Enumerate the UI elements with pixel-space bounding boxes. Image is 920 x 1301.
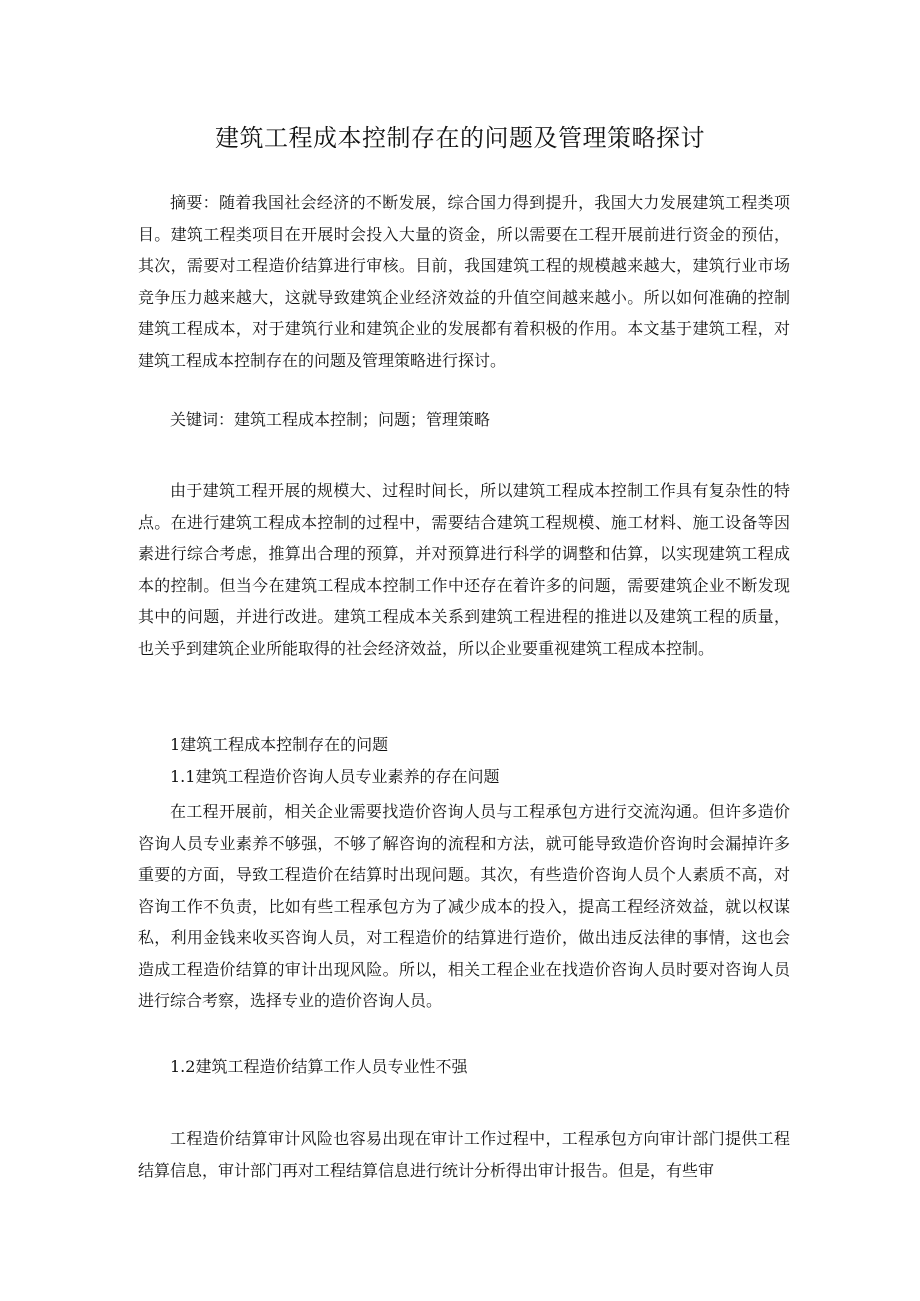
keywords-line: 关键词：建筑工程成本控制；问题；管理策略	[170, 410, 491, 429]
section-1-1-paragraph: 在工程开展前，相关企业需要找造价咨询人员与工程承包方进行交流沟通。但许多造价咨询人员专业素养不够强，不够了解咨询的流程和方法，就可能导致造价咨询时会漏掉许多重要的方面，导致工程造价在结算时出现问题。其次，有些造价咨询人员个人素质不高，对咨询工作不负责，比如有些工程承包方为了减少成本的投入，提高工程经济效益，就以权谋私，利用金钱来收买咨询人员，对工程造价的结算进行造价，做出违反法律的事情，这也会造成工程造价结算的审计出现风险。所以，相关工程企业在找造价咨询人员时要对咨询人员进行综合考察，选择专业的造价咨询人员。	[138, 802, 790, 1010]
intro-paragraph: 由于建筑工程开展的规模大、过程时间长，所以建筑工程成本控制工作具有复杂性的特点。在进行建筑工程成本控制的过程中，需要结合建筑工程规模、施工材料、施工设备等因素进行综合考虑，推算出合理的预算，并对预算进行科学的调整和估算，以实现建筑工程成本的控制。但当今在建筑工程成本控制工作中还存在着许多的问题，需要建筑企业不断发现其中的问题，并进行改进。建筑工程成本关系到建筑工程进程的推进以及建筑工程的质量，也关乎到建筑企业所能取得的社会经济效益，所以企业要重视建筑工程成本控制。	[138, 481, 790, 658]
document-title: 建筑工程成本控制存在的问题及管理策略探讨	[215, 124, 705, 152]
section-1-2-heading: 1.2建筑工程造价结算工作人员专业性不强	[170, 1057, 468, 1076]
section-1-heading: 1建筑工程成本控制存在的问题	[170, 735, 389, 754]
abstract-paragraph: 摘要：随着我国社会经济的不断发展，综合国力得到提升，我国大力发展建筑工程类项目。建筑工程类项目在开展时会投入大量的资金，所以需要在工程开展前进行资金的预估，其次，需要对工程造价结算进行审核。目前，我国建筑工程的规模越来越大，建筑行业市场竞争压力越来越大，这就导致建筑企业经济效益的升值空间越来越小。所以如何准确的控制建筑工程成本，对于建筑行业和建筑企业的发展都有着积极的作用。本文基于建筑工程，对建筑工程成本控制存在的问题及管理策略进行探讨。	[138, 193, 790, 370]
section-1-1-heading: 1.1建筑工程造价咨询人员专业素养的存在问题	[170, 767, 500, 786]
section-1-2-paragraph: 工程造价结算审计风险也容易出现在审计工作过程中，工程承包方向审计部门提供工程结算信息，审计部门再对工程结算信息进行统计分析得出审计报告。但是，有些审	[138, 1129, 790, 1180]
